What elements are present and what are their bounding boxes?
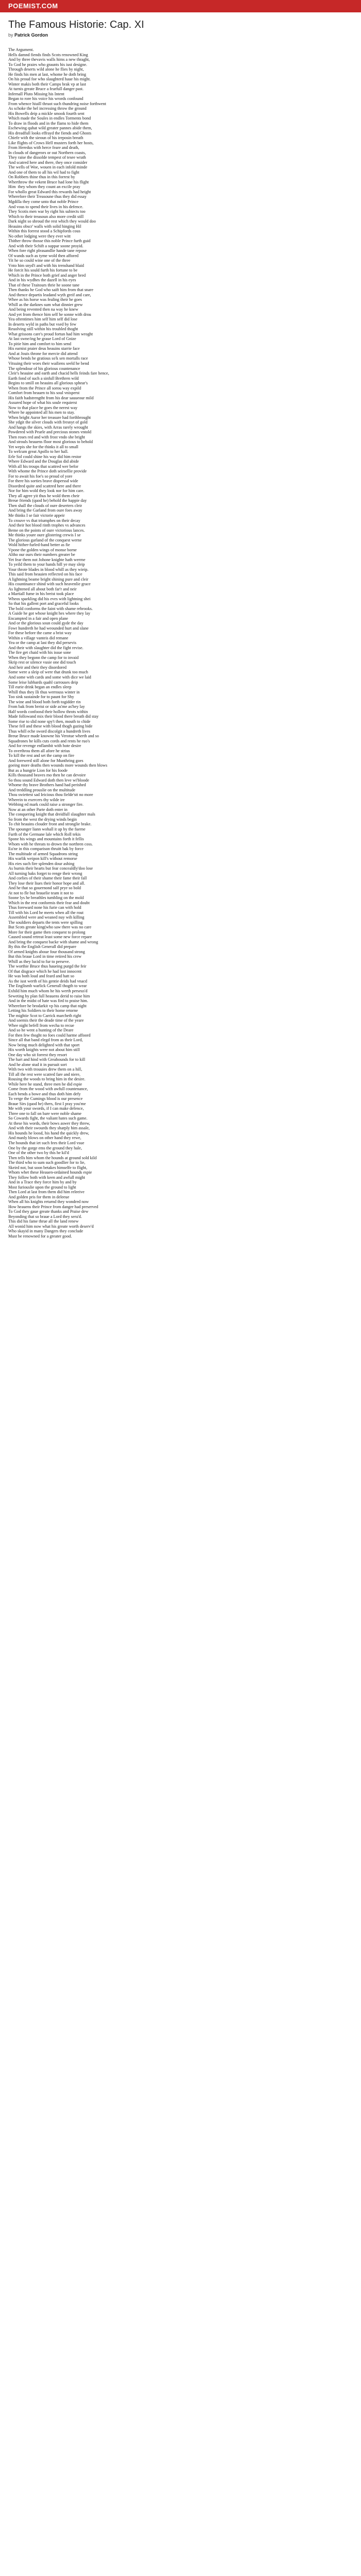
poem-line: The glorious garland of the conquest werne xyxy=(8,537,82,543)
poem-line: Reuolving still within his troubled thoght xyxy=(8,327,78,332)
poem-line: Within a village vanteis did remane xyxy=(8,635,69,640)
poem-line: Of armed knights aboue four thousand strong xyxy=(8,949,85,954)
poem-body xyxy=(8,47,349,1239)
poem-line: Three one to fall on bare were noble shame xyxy=(8,1111,81,1116)
poem-line: The spounger liann wohall it up by the fuerne xyxy=(8,826,86,832)
poem-line: One day who sit forrest they resort xyxy=(8,1052,67,1057)
poem-line: The conquering knight that dreidfull slaughter mals xyxy=(8,812,95,817)
poem-line: Altho our ours their numbers greater be xyxy=(8,552,75,557)
poem-line: Whill as the darknes sum what dinnier grew xyxy=(8,302,83,307)
poem-line: They follow both with keen and awfull might xyxy=(8,1175,85,1180)
poem-line: Mgdilla they come unto that noble Prince xyxy=(8,199,78,204)
poem-line: And their hot blood rinth trophes vs advances xyxy=(8,523,86,528)
poem-line: Most furiouslie upon the ground to light xyxy=(8,1184,76,1190)
poem-line: They all agree yit thus he wold them cheir xyxy=(8,493,80,498)
poem-line: Heauins obscr' walls with solid hinging Hil xyxy=(8,224,81,229)
poem-line: Of that disgrace which he had lost innocent xyxy=(8,969,82,974)
poem-line: He was both loud and feard and hatt so xyxy=(8,974,74,979)
poem-line: At these his words, their bows aswer they threw, xyxy=(8,1121,90,1126)
poem-line: Him they whom they count an excile pray xyxy=(8,184,80,190)
poem-line: Thither throw thosse this noble Prince furth guid xyxy=(8,239,91,244)
poem-line: Hells damnd fiends finds Scots renowned King xyxy=(8,52,88,57)
poem-line: Wherthrow the vekent Bruce had lone his flight xyxy=(8,179,89,184)
poem-line: When from the Prince all sorou way expild xyxy=(8,385,81,391)
poem-line: For to await his foe's so proud of yore xyxy=(8,473,73,479)
poem-line: And bring the conquest backe with shame and wrong xyxy=(8,939,99,944)
poem-line: With two with trouuies drew them on a hill, xyxy=(8,1067,83,1072)
poem-line: Then roses red and with frost vndo she bright xyxy=(8,434,85,439)
poem-line: Letting his Soldiers to their home retorne xyxy=(8,1008,78,1013)
poem-line: Rousing the woods to bring him in the desire. xyxy=(8,1077,86,1082)
poem-line: At turnis greate Bruce a fearfull danger past. xyxy=(8,87,84,92)
poem-line: And soemis their the deade time of the yeare xyxy=(8,1018,84,1023)
poem-line: On Robbers thine thus in this forrest by xyxy=(8,175,75,180)
poem-line: With whome the Prince doth seirsellie provide xyxy=(8,469,87,474)
poem-line: Who skayid in many Dangers they conclude xyxy=(8,1229,84,1234)
poem-line: The worthie Bruce thus haueing purgd the feir xyxy=(8,964,87,969)
poem-line: How heauens their Prince from danger had preserved xyxy=(8,1204,99,1209)
poem-line: So thou sound Edward doth then leve wi'bloode xyxy=(8,777,89,783)
poem-line: His eies such fire splenden dour ashing xyxy=(8,861,75,866)
poem-line: And with their Schift a suppar soone proyid. xyxy=(8,243,84,248)
poem-line: Winter makis both their Camps brak vp at last xyxy=(8,81,86,87)
author-link[interactable]: Patrick Gordon xyxy=(14,32,48,38)
poem-line: Earth fond of such a sinfull Brethren wild xyxy=(8,376,79,381)
poem-container xyxy=(8,19,349,1239)
poem-line: One by the gorge ems the ground they hale, xyxy=(8,1145,82,1150)
poem-line: goeing more deaths then wounds more wounds then blows xyxy=(8,763,107,768)
poem-line: He forcit his sould furth his fortune to be xyxy=(8,268,78,273)
poem-line: One of the other two by this he kil'd xyxy=(8,1150,69,1156)
poem-line: Cleir's heauine and earth and chacid hells feinds fare hence, xyxy=(8,371,109,376)
poem-line: Assured hope of what his soule requierst xyxy=(8,400,77,405)
poem-line: Nor for him wold they look nor for him care. xyxy=(8,488,85,494)
poem-line: Breue friends (quod he) behold the happie day xyxy=(8,498,87,503)
poem-line: Encampted in a fair and open plane xyxy=(8,616,68,621)
poem-line: Since all that band elegd from as their Lord, xyxy=(8,1038,83,1043)
poem-line: And their with slaughter did the fight revise. xyxy=(8,645,84,650)
poem-line: Yea oftentimes him self him self did lose xyxy=(8,317,78,322)
poem-line: From Heredus with herce feare and death, xyxy=(8,145,79,150)
poem-line: Your throte blades in blood whill as they wieip. xyxy=(8,567,89,572)
poem-line: Must be renowned for a greater good. xyxy=(8,1233,72,1239)
poem-line: And yet from thence him self he sonne with drou xyxy=(8,312,91,317)
poem-line: Till all the rest were scatred fare and niere, xyxy=(8,1072,80,1077)
poem-line: No other lodging were they ever witt xyxy=(8,233,71,239)
poem-line: Squadrones he kills cuts cords and rents he ruo's xyxy=(8,738,90,743)
poem-line: And manly blows on other hand they rewe, xyxy=(8,1136,81,1141)
poem-line: They Scotis men war by right his subiects too xyxy=(8,209,86,214)
poem-line: Kills thousand beaves mo then he can devoire xyxy=(8,773,86,778)
poem-line: From bak from breist or side as'me as'hey lay xyxy=(8,704,85,709)
poem-line: While here he stand, three men he did espie xyxy=(8,1081,82,1087)
poem-line: Me with your swords, if I can make defence, xyxy=(8,1106,84,1111)
poem-line: But Scots greate king(who saw there was no care xyxy=(8,925,91,930)
poem-line: And vous to spend their lives in his defence. xyxy=(8,204,84,209)
poem-line: Whom with he threats to drown the northren coss. xyxy=(8,841,93,846)
poem-line: All turning baks forget to renge their wrong xyxy=(8,871,83,876)
poem-line: To verge the Cumings blood is our presence xyxy=(8,1096,83,1101)
poem-line: Till with his Lord he meets when all the rout xyxy=(8,910,84,915)
poem-line: And at Jouis throne for mercie did attend xyxy=(8,351,78,356)
poem-line: They lose their liues their honor hope and all. xyxy=(8,880,85,886)
poem-line: To welcum great Apollo to her hall. xyxy=(8,449,69,454)
poem-line: His faith hadstrengtht from his dear sauueour mild xyxy=(8,395,94,400)
poem-line: The bold conforms the faint with shame rebrooks. xyxy=(8,606,93,611)
poem-line: Soone lys he breathles tumbling on the mold xyxy=(8,895,84,901)
poem-line: Then shall the clouds of oure deserters cleir xyxy=(8,503,83,508)
poem-line: And or the glorious soun could gyde the day xyxy=(8,621,84,626)
poem-line: To yeild them to your hands hill ye may sleip xyxy=(8,562,85,567)
poem-line: And by three thevavis walls hims a new thraght, xyxy=(8,57,90,62)
poem-line: Braue Sirs (quod he) thers, first I pray you'me xyxy=(8,1101,86,1106)
poem-line: The Argument. xyxy=(8,47,34,52)
poem-line: Some were a sleip of were that drunk too much xyxy=(8,670,88,675)
poem-line: In deserts wyld in paths but vsed by few xyxy=(8,321,76,327)
poem-line: Eschewing quhat wild greater pannes abide them, xyxy=(8,126,92,131)
poem-line: And in a Trace they force him by and by xyxy=(8,1180,77,1185)
poem-line: Dark night so shroud the rest which they would doo xyxy=(8,219,96,224)
poem-line: Where he appointed all his men to stay. xyxy=(8,410,75,415)
poem-line: Me thinks youre oure glistering crewis I se xyxy=(8,533,81,538)
poem-line: Wherefore their Treasoune thus they did essay xyxy=(8,194,87,199)
poem-line: Furth of the Germane lale which Roll tekis xyxy=(8,832,81,837)
poem-line: As lightened all about both far'r and neir xyxy=(8,586,77,591)
poem-line: When all his knights returnd they wondred now xyxy=(8,1199,89,1205)
poem-line: Yit he so could wine one of the three xyxy=(8,258,71,263)
poem-line: For there his sorties brave disperssd wide xyxy=(8,479,78,484)
poem-line: Whill thus they Ili thus werrouss winter in xyxy=(8,689,80,694)
poem-line: The splendour of his glorious countenance xyxy=(8,366,80,371)
poem-line: Yea or the camp at last they did persevis xyxy=(8,640,76,646)
poem-line: And thence departis leadand wyth greif and care, xyxy=(8,292,91,297)
poem-line: Come from the wood with awfull countenance, xyxy=(8,1087,88,1092)
poem-line: So that his gallent port and graceful looks xyxy=(8,601,79,606)
poem-line: Vnto him snyd't and with his trenshand blaid xyxy=(8,263,84,268)
poem-line: These fell and these with blood thogh gazing bide xyxy=(8,724,93,729)
poem-line: From whence hiuill thruot such thundring noise forthwent xyxy=(8,101,106,106)
poem-line: Which in the rest conformis their fear and doubt xyxy=(8,900,90,905)
poem-line: And some with cards and some with dice we laid xyxy=(8,675,91,680)
poem-line: The wells of Woe, wouen in each infold minde xyxy=(8,165,88,170)
poem-line: A lightning beame bright shining pure and cleir xyxy=(8,577,89,582)
poem-line: They raise the dissolde tempest of tesee wrath xyxy=(8,155,86,160)
poem-line: His hounds he loosd, his hand the quickly drew, xyxy=(8,1130,89,1136)
poem-line: For these before the came a brist way xyxy=(8,631,72,636)
poem-line: Exhild him much whom he his werth perseus'd xyxy=(8,989,88,993)
poem-line: And he alone stud it in pursuit sort xyxy=(8,1062,67,1067)
poem-line: Like flights of Crows Hell musters forth her hosts, xyxy=(8,140,94,145)
poem-line: And hangs the skies, with Arras rarely wrought xyxy=(8,425,88,430)
poem-line: And in the midst of hate was fird to praise him. xyxy=(8,998,88,1004)
poem-line: And in his wydhes the dazell in his eyes xyxy=(8,278,76,283)
poem-line: Infernall Pluto Missing his Intent xyxy=(8,91,64,96)
poem-line: His dreadfull looks effrayd the fiends and Ghosts xyxy=(8,130,92,135)
poem-byline xyxy=(8,32,349,38)
poem-line: Whose bends he gratious so'k sen mortalls race xyxy=(8,356,88,361)
poem-line: The fire get chaid with his issue sone xyxy=(8,650,71,655)
poem-line: Thus whill eche sword discolgit a hundreth lives xyxy=(8,728,90,734)
poem-line: Half words confoosd their hollow throts within xyxy=(8,709,88,714)
poem-line: Within this forrest stood a Schipfords cous xyxy=(8,229,80,234)
poem-line: Fowr hundreth he had weounded hurt and slane xyxy=(8,625,89,631)
poem-line: And treddling prouslie on the multitude xyxy=(8,787,75,792)
poem-line: Skrip rest or silence vusie one did touch xyxy=(8,660,76,665)
poem-line: When they begonn the camp for to invaid xyxy=(8,655,79,660)
poem-line: This did his fame thrue all the land renew xyxy=(8,1219,79,1224)
poem-line: Thus foreward none his furie can with hold xyxy=(8,905,81,910)
poem-line: Webbing ed mark could raise a stronger fire. xyxy=(8,802,84,807)
poem-line: Then thanks he God who saift him from that snare xyxy=(8,287,93,293)
poem-line: To God they gaue greate thanks and Praise dew xyxy=(8,1209,89,1214)
poem-line: Skeird not, but soon betakes himselfe to flight, xyxy=(8,1165,88,1170)
poem-line: And bring the Garland from oure foes away xyxy=(8,508,83,513)
poem-line: A Guide he got whose knight hes where they lay xyxy=(8,611,90,616)
poem-line: To God he praies who graunts his iust designe. xyxy=(8,62,87,67)
poem-line: Powdered with Pearle and precious stones vntold xyxy=(8,430,91,435)
poem-line: And for revenge enflambit with hote desire xyxy=(8,743,81,749)
poem-line: As burnis their hearts but fear concealdly'doo lose xyxy=(8,866,93,871)
poem-line: To chit heauins clouder front and stronglie brake. xyxy=(8,822,92,827)
poem-line: Chiefe with the sieoun of his ireposin breath xyxy=(8,135,84,141)
byline-prefix: by xyxy=(8,32,13,38)
poem-line: All wonid him now what his greate worth deserv'd xyxy=(8,1224,94,1229)
poem-line: The third who to sum such goodlier for to lie, xyxy=(8,1160,86,1165)
poem-line: And heir and their they disordored xyxy=(8,665,67,670)
site-logo[interactable]: POEMIST.COM xyxy=(8,2,58,10)
poem-line: Each bends a bowe and thus doth him defy xyxy=(8,1091,81,1096)
poem-line: Vpone the golden wings of monse borne xyxy=(8,547,77,552)
poem-line: Which in the Prince both grief and anger bred xyxy=(8,273,86,278)
poem-line: And golden pris for them in deleeue xyxy=(8,1194,70,1199)
poem-line: So from the west the drying winds begin xyxy=(8,817,77,822)
poem-line: Yet fear them not Johone knighte hath werrne xyxy=(8,557,86,562)
poem-line: Made followand mix their blood there breath did stay xyxy=(8,714,99,719)
poem-line: Eu'ne in this comparison thruitt bak by force xyxy=(8,846,84,852)
poem-line: Vitsuing their woes their wailiens seeld he bend xyxy=(8,361,89,366)
poem-line: And he that so gouernond salf prye so bold xyxy=(8,886,81,891)
poem-line: Yet wepis she for the thinks it all to small xyxy=(8,444,78,449)
poem-line: In clouds of dangerors or out Northern coasts, xyxy=(8,150,86,155)
poem-line: Begins to smill on heauins all glorious sphear's xyxy=(8,381,88,386)
poem-line: To draw in floods and in the flams to hide them xyxy=(8,121,89,126)
poem-line: Disordred quite and scattred here and there xyxy=(8,483,81,488)
poem-line: As the iust werth of his gentie deids had vnacd xyxy=(8,978,88,984)
poem-line: The multitude of armed Squadrons string xyxy=(8,851,78,856)
poem-line: This said from heauien reflected on his face xyxy=(8,572,83,577)
poem-line: The souldiers departs the tents were spilling xyxy=(8,920,83,925)
poem-line: She ydgit the silver clouds with fresnyt of gold xyxy=(8,420,88,425)
poem-line: The hart and hind with Greahounds for to kill xyxy=(8,1057,86,1062)
poem-line: Then tells him whom the hounds at ground sold kild xyxy=(8,1155,97,1160)
poem-line: Whill as they lucid to fur to perseve. xyxy=(8,959,70,964)
poem-line: Too sink sustainde for to paunt for Shy xyxy=(8,694,74,700)
poem-line: And forewerd still alone for Munthring goes xyxy=(8,758,84,763)
poem-line: Till eurie drink began an endles sleep xyxy=(8,685,72,690)
poem-line: Which to their treasoun also more credit still xyxy=(8,214,84,219)
poem-line: Beyonding that so braue a Lord they seru'd. xyxy=(8,1214,82,1219)
poem-line: At not to fle but brauelie team it not to xyxy=(8,890,74,895)
poem-line: Seweting by plan full heauens derid to raise him xyxy=(8,993,90,998)
poem-line: Now to that place he goes the nerest way xyxy=(8,405,78,410)
poem-line: He finds his men at last, whome he doth bring xyxy=(8,72,86,77)
poem-line: The hounds that iet such fees their Lord vsue xyxy=(8,1140,85,1145)
poem-line: For then few thoght no foes could harme affoord xyxy=(8,1032,91,1038)
poem-line: Assembled were and weaned nuy wih killing xyxy=(8,915,85,920)
poem-line: And with their swourds they sharply him assale, xyxy=(8,1126,90,1131)
poem-line: At last swne/ing he graue Lord of Gnize xyxy=(8,336,76,342)
poem-line: What grissons care's proud fortun had him wroght xyxy=(8,331,93,336)
poem-line: But this braue Lord in time retired his crew xyxy=(8,954,81,959)
poem-line: Wheos sparkling did his eves with lightning shei xyxy=(8,596,91,601)
poem-line: Which made the Soules in endles Torments bond xyxy=(8,116,91,121)
poem-line: Whome thy brave Brothers hand had perished xyxy=(8,783,86,788)
poem-line: Thou swiettest sad Ieicious thou fielde'stt no more xyxy=(8,792,93,798)
poem-line: His warlik weipon kill's without remorse xyxy=(8,856,77,861)
poem-line: Some leise lubbards quahl carrouses deip xyxy=(8,680,78,685)
poem-line: a Martiall fume in his breist took place xyxy=(8,591,74,597)
poem-line: But as a hungrie Lion for his foode xyxy=(8,768,68,773)
poem-line: To overthrou them all afore he strius xyxy=(8,748,70,753)
poem-line: When fore right pleasandlie hande tane repose xyxy=(8,248,87,253)
poem-line: Breue Bruce made knowne his Verotue wherth and so xyxy=(8,734,99,739)
poem-line: On his proud foe who slaughterd haue his might. xyxy=(8,77,91,82)
poem-line: Wherefore he brodarkit vp his camp that night xyxy=(8,1003,87,1008)
poem-line: With all his troups that scattred wer befor xyxy=(8,464,78,469)
poem-line: To kill the rest and set the camp on fire xyxy=(8,753,74,758)
poem-line: That of these Traitours thrie he soone tane xyxy=(8,282,80,287)
poem-line: Now being much delighted with that sport xyxy=(8,1042,80,1047)
poem-line: Through deserts wild alone he flies by night, xyxy=(8,67,84,72)
poem-line: Me thinks I se fair victorie appeir xyxy=(8,513,65,518)
poem-line: To crouve vs that triumphes on their decay xyxy=(8,518,80,523)
poem-line: Where Edward and the Douglas did abide xyxy=(8,459,79,464)
poem-line: And one of them to all his wil had to fight xyxy=(8,170,79,175)
poem-line: Comfort from heauen to his soul vnisperst xyxy=(8,391,80,396)
poem-line: And scatred here and there, they once consider xyxy=(8,160,88,165)
poem-line: Erle Sol could shine his way did him restor xyxy=(8,454,81,459)
poem-title: The Famous Historie: Cap. XI xyxy=(8,19,144,30)
poem-line: As schoke the hel incressing throw the ground xyxy=(8,106,87,111)
poem-line: Whee as his horse was fealing their he goes xyxy=(8,297,82,302)
poem-line: And strouls heauens floor most glorious to behold xyxy=(8,439,93,445)
poem-line: Spone his wings and mountains forth it fellis xyxy=(8,837,84,842)
poem-line: Now at an other Parte doth enter in xyxy=(8,807,68,812)
poem-line: And corlies of their shame their fame their fall xyxy=(8,876,87,881)
poem-line: The wine and blood both forth togidder rin xyxy=(8,699,81,704)
poem-line: And being revented then na way he knew xyxy=(8,307,78,312)
poem-line: His worth knights were not about him still xyxy=(8,1047,80,1053)
poem-line: Whee night befell from wecha to recue xyxy=(8,1023,74,1028)
site-header xyxy=(0,0,361,12)
poem-line: So Cowards fight, the valiant hates such game. xyxy=(8,1116,88,1121)
poem-line: Beme on the points of oure victorious lances. xyxy=(8,528,85,533)
poem-line: Wold hither-furled-band better as fie xyxy=(8,543,70,548)
poem-line: His Bowells deip a mickle smook fourth sent xyxy=(8,111,85,116)
poem-line: More for their game then conquest to prolong xyxy=(8,929,86,935)
poem-line: The Englismb warlick Generall thogth to wear xyxy=(8,984,87,989)
poem-line: By this the English Generall did prepare xyxy=(8,944,76,950)
poem-line: His countinance shind with such heavenlie grace xyxy=(8,582,91,587)
poem-line: Caused sound retreat least some new force repare xyxy=(8,935,92,940)
poem-line: And so he went a hunting of the Deare xyxy=(8,1028,74,1033)
poem-line: When bright Auror her treasure had forthbrought xyxy=(8,415,91,420)
poem-line: Began to rore his voice his wrords confound xyxy=(8,96,84,101)
poem-line: His earnist praier deus heauins starrie face xyxy=(8,346,80,351)
poem-line: Some rise to slid none spy't then, mouth to chide xyxy=(8,719,91,724)
poem-line: Then Lord at last from them did him releeive xyxy=(8,1190,85,1195)
poem-line: To pitie him and comfort to him send xyxy=(8,341,71,346)
poem-line: Of wands such as tyme wold then affored xyxy=(8,253,79,258)
poem-line: Wherein to exercers thy wilde ire xyxy=(8,797,65,802)
poem-line: The mightie Scot to Carrick marcheth right xyxy=(8,1013,81,1018)
poem-line: Whom whet these Heauen-ordained hounds espie xyxy=(8,1170,92,1175)
poem-line: For whollo great Edward this rewards had height xyxy=(8,189,91,194)
